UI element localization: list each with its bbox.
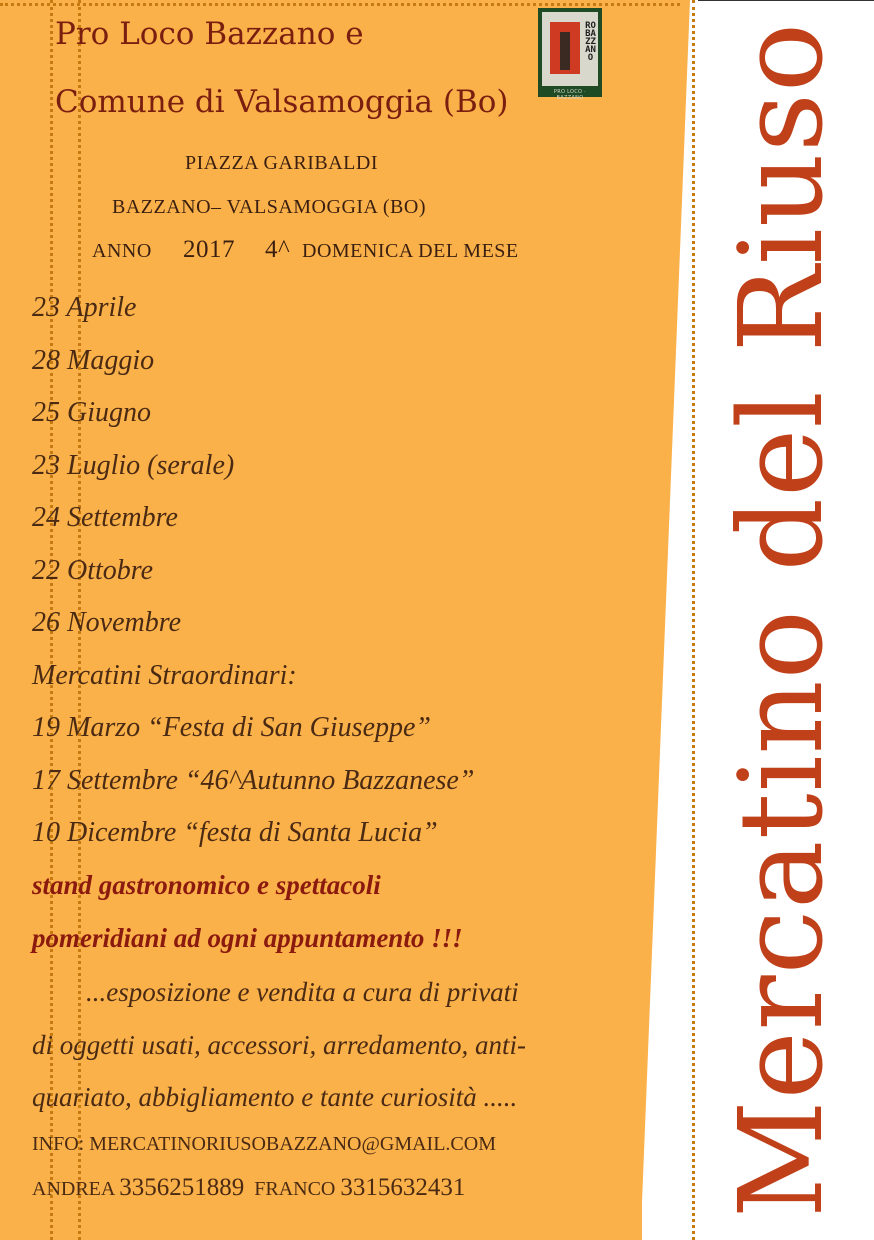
location-square: PIAZZA GARIBALDI — [185, 152, 378, 174]
right-dotted-border — [692, 0, 695, 1240]
contact-name-1: ANDREA — [32, 1178, 115, 1200]
year-value: 2017 — [183, 236, 235, 263]
logo-frame — [542, 12, 598, 86]
date-item: 23 Aprile — [32, 292, 137, 323]
organizer-line-2: Comune di Valsamoggia (Bo) — [55, 84, 509, 120]
extra-market-item: 19 Marzo “Festa di San Giuseppe” — [32, 712, 431, 743]
contact-phone-1[interactable]: 3356251889 — [119, 1174, 245, 1201]
vertical-title: Mercatino del Riuso — [715, 21, 849, 1219]
info-line — [32, 1133, 496, 1156]
schedule-number: 4^ — [265, 236, 291, 263]
logo-side-text: RO BAZZANO — [585, 21, 596, 63]
top-dotted-border — [0, 3, 680, 6]
date-item: 26 Novembre — [32, 607, 182, 638]
info-label: INFO: — [32, 1133, 85, 1155]
contact-email[interactable]: MERCATINORIUSOBAZZANO@GMAIL.COM — [89, 1133, 496, 1155]
date-item: 23 Luglio (serale) — [32, 450, 235, 481]
date-item: 28 Maggio — [32, 345, 155, 376]
extra-market-item: 17 Settembre “46^Autunno Bazzanese” — [32, 765, 475, 796]
date-item: 24 Settembre — [32, 502, 178, 533]
tower-icon — [560, 32, 570, 70]
date-item: 25 Giugno — [32, 397, 151, 428]
highlight-line-2: pomeridiani ad ogni appuntamento !!! — [32, 923, 463, 953]
pro-loco-logo — [538, 8, 602, 101]
top-rule — [698, 0, 874, 1]
contact-name-2: FRANCO — [254, 1178, 336, 1200]
organizer-line-1: Pro Loco Bazzano e — [55, 16, 364, 52]
extra-market-item: 10 Dicembre “festa di Santa Lucia” — [32, 817, 438, 848]
extra-markets-heading: Mercatini Straordinari: — [32, 660, 297, 691]
schedule-text: DOMENICA DEL MESE — [302, 240, 519, 262]
location-town: BAZZANO– VALSAMOGGIA (BO) — [112, 196, 426, 218]
date-item: 22 Ottobre — [32, 555, 154, 586]
highlight-line-1: stand gastronomico e spettacoli — [32, 870, 381, 900]
year-label: ANNO — [92, 240, 152, 262]
orange-panel-slant — [600, 0, 690, 1240]
logo-caption: PRO LOCO · BAZZANO — [553, 89, 587, 101]
phone-line — [32, 1174, 465, 1202]
contact-phone-2[interactable]: 3315632431 — [340, 1174, 466, 1201]
description-line-2: di oggetti usati, accessori, arredamento, anti- — [32, 1030, 526, 1060]
description-line-1: ...esposizione e vendita a cura di privati — [86, 977, 519, 1007]
description-line-3: quariato, abbigliamento e tante curiosità ..... — [32, 1082, 518, 1112]
